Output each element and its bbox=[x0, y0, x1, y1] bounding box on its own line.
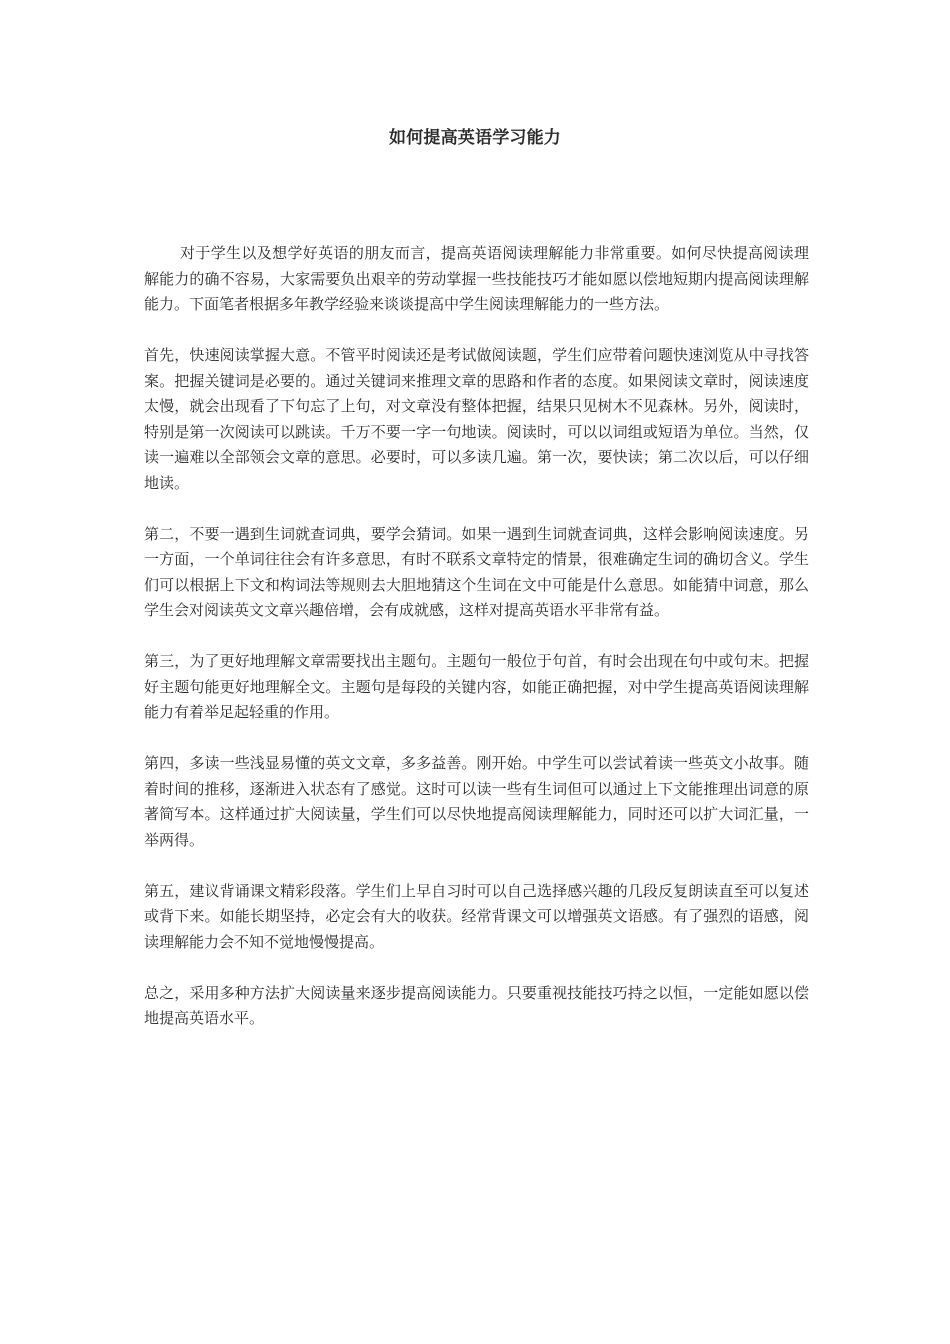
paragraph-third: 第三，为了更好地理解文章需要找出主题句。主题句一般位于句首，有时会出现在句中或句末。把握好主题句能更好地理解全文。主题句是每段的关键内容，如能正确把握，对中学生提高英语阅读理解能力有着举足起轻重的作用。 bbox=[144, 652, 809, 721]
paragraph-fourth: 第四，多读一些浅显易懂的英文文章，多多益善。刚开始。中学生可以尝试着读一些英文小故事。随着时间的推移，逐渐进入状态有了感觉。这时可以读一些有生词但可以通过上下文能推理出词意的原著简写本。这样通过扩大阅读量，学生们可以尽快地提高阅读理解能力，同时还可以扩大词汇量，一举两得。 bbox=[144, 754, 809, 849]
paragraph-fifth: 第五，建议背诵课文精彩段落。学生们上早自习时可以自己选择感兴趣的几段反复朗读直至可以复述或背下来。如能长期坚持，必定会有大的收获。经常背课文可以增强英文语感。有了强烈的语感，阅读理解能力会不知不觉地慢慢提高。 bbox=[144, 881, 809, 951]
paragraph-second: 第二，不要一遇到生词就查词典，要学会猜词。如果一遇到生词就查词典，这样会影响阅读速度。另一方面，一个单词往往会有许多意思，有时不联系文章特定的情景，很难确定生词的确切含义。学生们可以根据上下文和构词法等规则去大胆地猜这个生词在文中可能是什么意思。如能猜中词意，那么学生会对阅读英文文章兴趣倍增，会有成就感，这样对提高英语水平非常有益。 bbox=[144, 524, 809, 619]
document-body bbox=[144, 241, 809, 1057]
document-title: 如何提高英语学习能力 bbox=[389, 128, 561, 148]
paragraph-first: 首先，快速阅读掌握大意。不管平时阅读还是考试做阅读题，学生们应带着问题快速浏览从中寻找答案。把握关键词是必要的。通过关键词来推理文章的思路和作者的态度。如果阅读文章时，阅读速度太慢，就会出现看了下句忘了上句，对文章没有整体把握，结果只见树木不见森林。另外，阅读时，特别是第一次阅读可以跳读。千万不要一字一句地读。阅读时，可以以词组或短语为单位。当然，仅读一遍难以全部领会文章的意思。必要时，可以多读几遍。第一次，要快读；第二次以后，可以仔细地读。 bbox=[144, 346, 809, 492]
paragraph-intro: 对于学生以及想学好英语的朋友而言，提高英语阅读理解能力非常重要。如何尽快提高阅读理解能力的确不容易，大家需要负出艰辛的劳动掌握一些技能技巧才能如愿以偿地短期内提高阅读理解能力。下面笔者根据多年教学经验来谈谈提高中学生阅读理解能力的一些方法。 bbox=[144, 244, 809, 313]
paragraph-conclusion: 总之，采用多种方法扩大阅读量来逐步提高阅读能力。只要重视技能技巧持之以恒，一定能如愿以偿地提高英语水平。 bbox=[144, 983, 809, 1027]
